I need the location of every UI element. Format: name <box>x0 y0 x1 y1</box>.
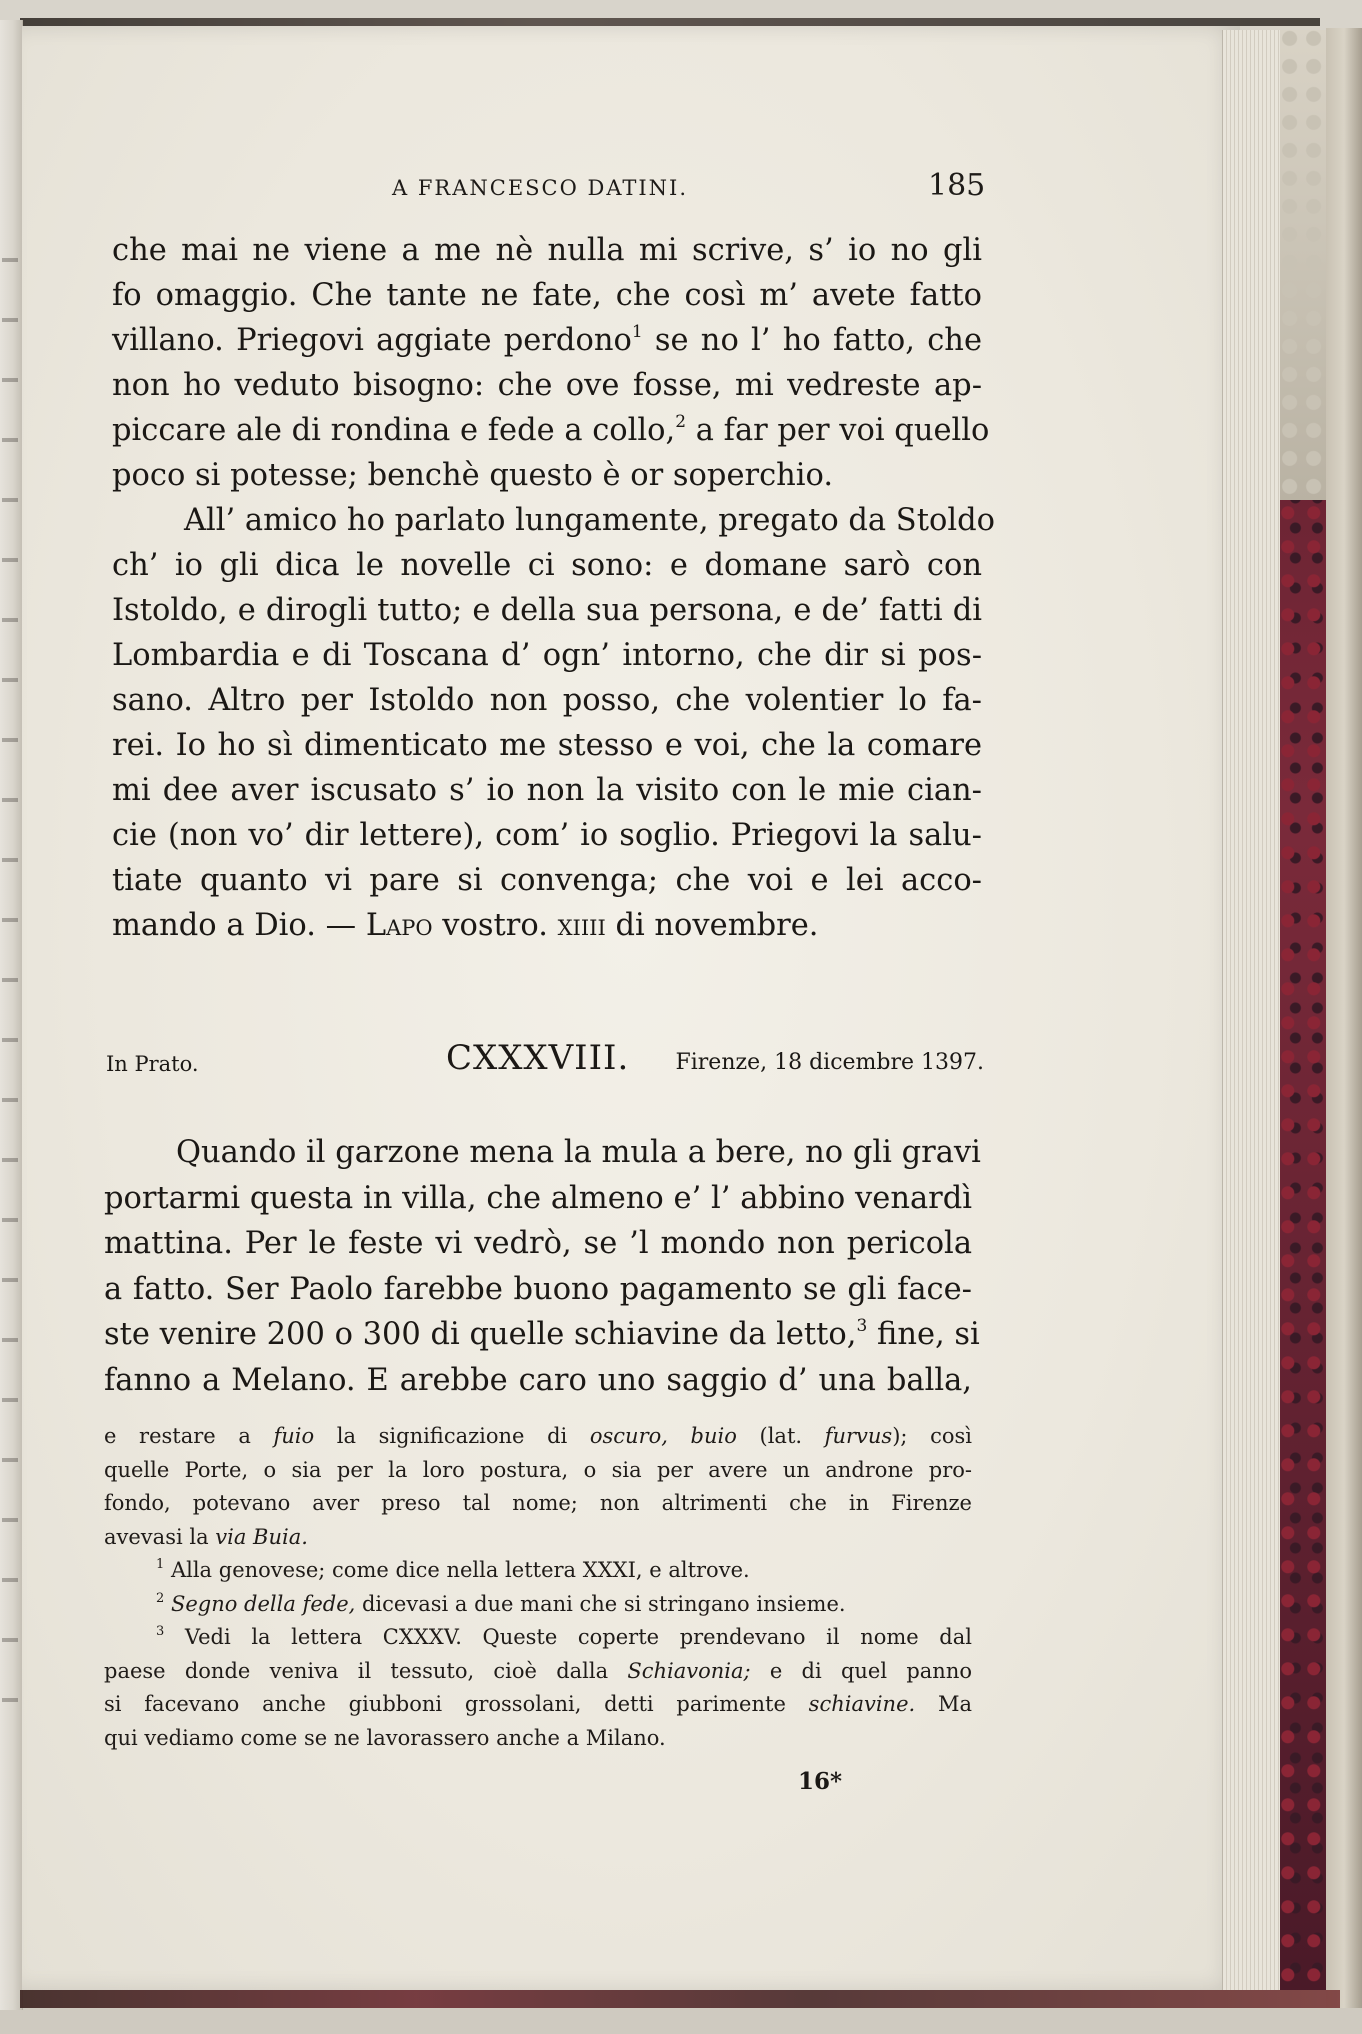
running-head: A FRANCESCO DATINI. <box>392 176 689 200</box>
bottom-binding-edge <box>20 1990 1340 2008</box>
footnote-line: fondo, potevano aver preso tal nome; non altrimenti che in Firenze <box>104 1491 972 1515</box>
text-line: sano. Altro per Istoldo non posso, che volentier lo fa- <box>112 683 982 718</box>
footnote-3: $^3$ Vedi la lettera CXXXV. Queste coperte prendevano il nome dal <box>156 1624 972 1649</box>
text-line: fanno a Melano. E arebbe caro uno saggio d’ una balla, <box>104 1362 972 1398</box>
text-line: All’ amico ho parlato lungamente, pregato da Stoldo <box>184 503 995 538</box>
text-line: mi dee aver iscusato s’ io non la visito con le mie cian- <box>112 773 982 808</box>
text-line: fo omaggio. Che tante ne fate, che così m’ avete fatto <box>112 278 982 313</box>
text-line: non ho veduto bisogno: che ove fosse, mi vedreste ap- <box>112 368 982 403</box>
footnote-1: $^1$ Alla genovese; come dice nella lettera XXXI, e altrove. <box>156 1557 750 1582</box>
text-line: ch’ io gli dica le novelle ci sono: e domane sarò con <box>112 548 982 583</box>
text-line: rei. Io ho sì dimenticato me stesso e voi, che la comare <box>112 728 982 763</box>
footnote-line: paese donde veniva il tessuto, cioè dalla Schiavonia; e di quel panno <box>104 1658 972 1683</box>
page-number: 185 <box>928 168 986 203</box>
footnote-line: avevasi la via Buia. <box>104 1524 308 1549</box>
place-from: In Prato. <box>106 1052 199 1076</box>
footnote-line: si facevano anche giubboni grossolani, detti parimente schiavine. Ma <box>104 1692 973 1716</box>
text-line: piccare ale di rondina e fede a collo,$^2$ a far per voi quello <box>112 412 990 448</box>
printer-signature-mark: 16* <box>798 1768 843 1795</box>
text-line: Lombardia e di Toscana d’ ogn’ intorno, che dir si pos- <box>112 638 982 673</box>
place-date: Firenze, 18 dicembre 1397. <box>675 1050 984 1075</box>
footnote-2: $^2$ Segno della fede, dicevasi a due mani che si stringano insieme. <box>156 1590 846 1616</box>
letter-body <box>104 1130 981 1403</box>
text-line: tiate quanto vi pare si convenga; che voi e lei acco- <box>112 863 982 898</box>
text-line: poco si potesse; benchè questo è or soperchio. <box>112 458 834 493</box>
text-line: Quando il garzone mena la mula a bere, no gli gravi <box>176 1135 981 1170</box>
text-line: cie (non vo’ dir lettere), com’ io soglio. Priegovi la salu- <box>112 818 982 853</box>
text-line: che mai ne viene a me nè nulla mi scrive, s’ io no gli <box>112 233 982 268</box>
footnote-ref: 2 <box>675 412 687 432</box>
text-line: villano. Priegovi aggiate perdono$^1$ se no l’ ho fatto, che <box>112 322 982 358</box>
letter-continuation <box>112 228 995 948</box>
text-line: mattina. Per le feste vi vedrò, se ’l mondo non pericola <box>104 1226 972 1261</box>
date-roman: xiiii <box>557 908 606 943</box>
text-line: portarmi questa in villa, che almeno e’ l’ abbino venardì <box>104 1180 972 1216</box>
left-page-bleed-text <box>2 220 18 1720</box>
letter-number: CXXXVIII. <box>446 1038 630 1078</box>
footnote-line: quelle Porte, o sia per la loro postura, o sia per avere un androne pro- <box>104 1457 972 1482</box>
page-fore-edge <box>1222 30 1281 1990</box>
text-line: a fatto. Ser Paolo farebbe buono pagamento se gli face- <box>104 1271 972 1307</box>
book-cover-right <box>1326 28 1362 2008</box>
text-line: ste venire 200 o 300 di quelle schiavine da letto,$^3$ fine, si <box>104 1316 980 1352</box>
footnote-line: e restare a fuio la significazione di oscuro, buio (lat. furvus); così <box>104 1424 972 1448</box>
signature-name: Lapo <box>365 908 433 943</box>
closing-line: mando a Dio. — Lapo vostro. xiiii di novembre. <box>112 908 819 943</box>
letter-heading <box>106 1038 984 1088</box>
top-binding-edge <box>20 18 1320 26</box>
footnote-ref: 3 <box>856 1316 868 1336</box>
text-line: Istoldo, e dirogli tutto; e della sua persona, e de’ fatti di <box>112 593 982 628</box>
left-page-edge <box>0 20 23 2010</box>
footnote-ref: 1 <box>631 322 643 342</box>
footnote-line: qui vediamo come se ne lavorassero anche a Milano. <box>104 1725 666 1750</box>
worn-cover-corner <box>1280 30 1332 500</box>
footnotes <box>104 1420 972 1755</box>
